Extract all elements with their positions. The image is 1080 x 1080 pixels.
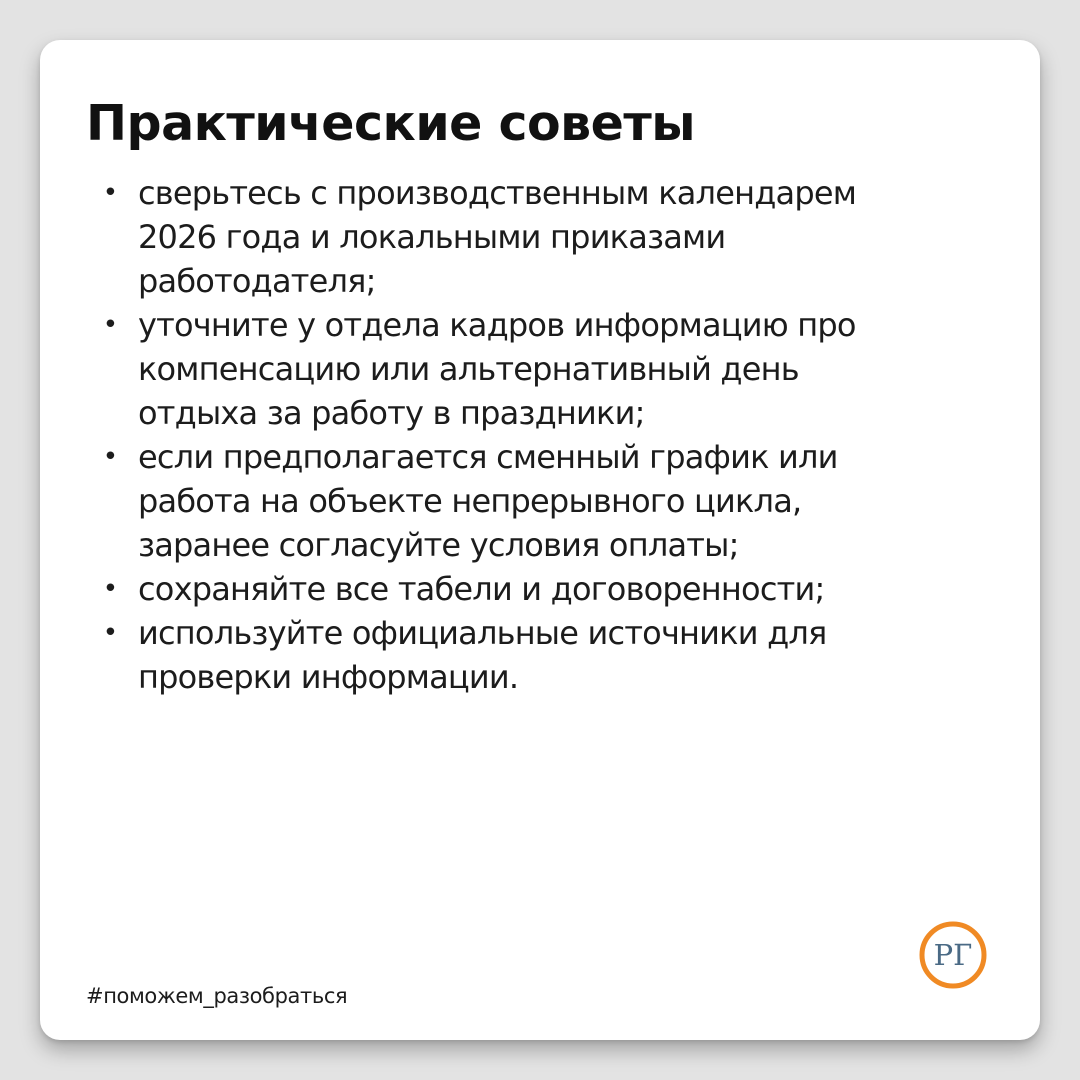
list-item-line: проверки информации. [138,658,519,696]
page-title: Практические советы [86,95,696,152]
bullet-icon: • [102,442,118,472]
list-item [100,435,980,567]
bullet-icon: • [102,178,118,208]
hashtag-link[interactable]: #поможем_разобраться [86,984,348,1008]
list-item [100,567,980,611]
list-item [100,611,980,699]
bullet-icon: • [102,618,118,648]
content-card [40,40,1040,1040]
list-item-line: если предполагается сменный график или [138,438,838,476]
list-item-line: компенсацию или альтернативный день [138,350,799,388]
list-item-line: отдыха за работу в праздники; [138,394,645,432]
list-item-line: работодателя; [138,262,376,300]
list-item-line: используйте официальные источники для [138,614,827,652]
rg-logo-icon [919,921,987,989]
list-item-line: заранее согласуйте условия оплаты; [138,526,739,564]
list-item-line: сверьтесь с производственным календарем [138,174,857,212]
list-item [100,303,980,435]
list-item-line: сохраняйте все табели и договоренности; [138,570,825,608]
list-item [100,171,980,303]
list-item-line: работа на объекте непрерывного цикла, [138,482,802,520]
tips-list [100,171,980,699]
bullet-icon: • [102,310,118,340]
list-item-line: уточните у отдела кадров информацию про [138,306,856,344]
bullet-icon: • [102,574,118,604]
logo-text: РГ [933,938,973,972]
list-item-line: 2026 года и локальными приказами [138,218,726,256]
